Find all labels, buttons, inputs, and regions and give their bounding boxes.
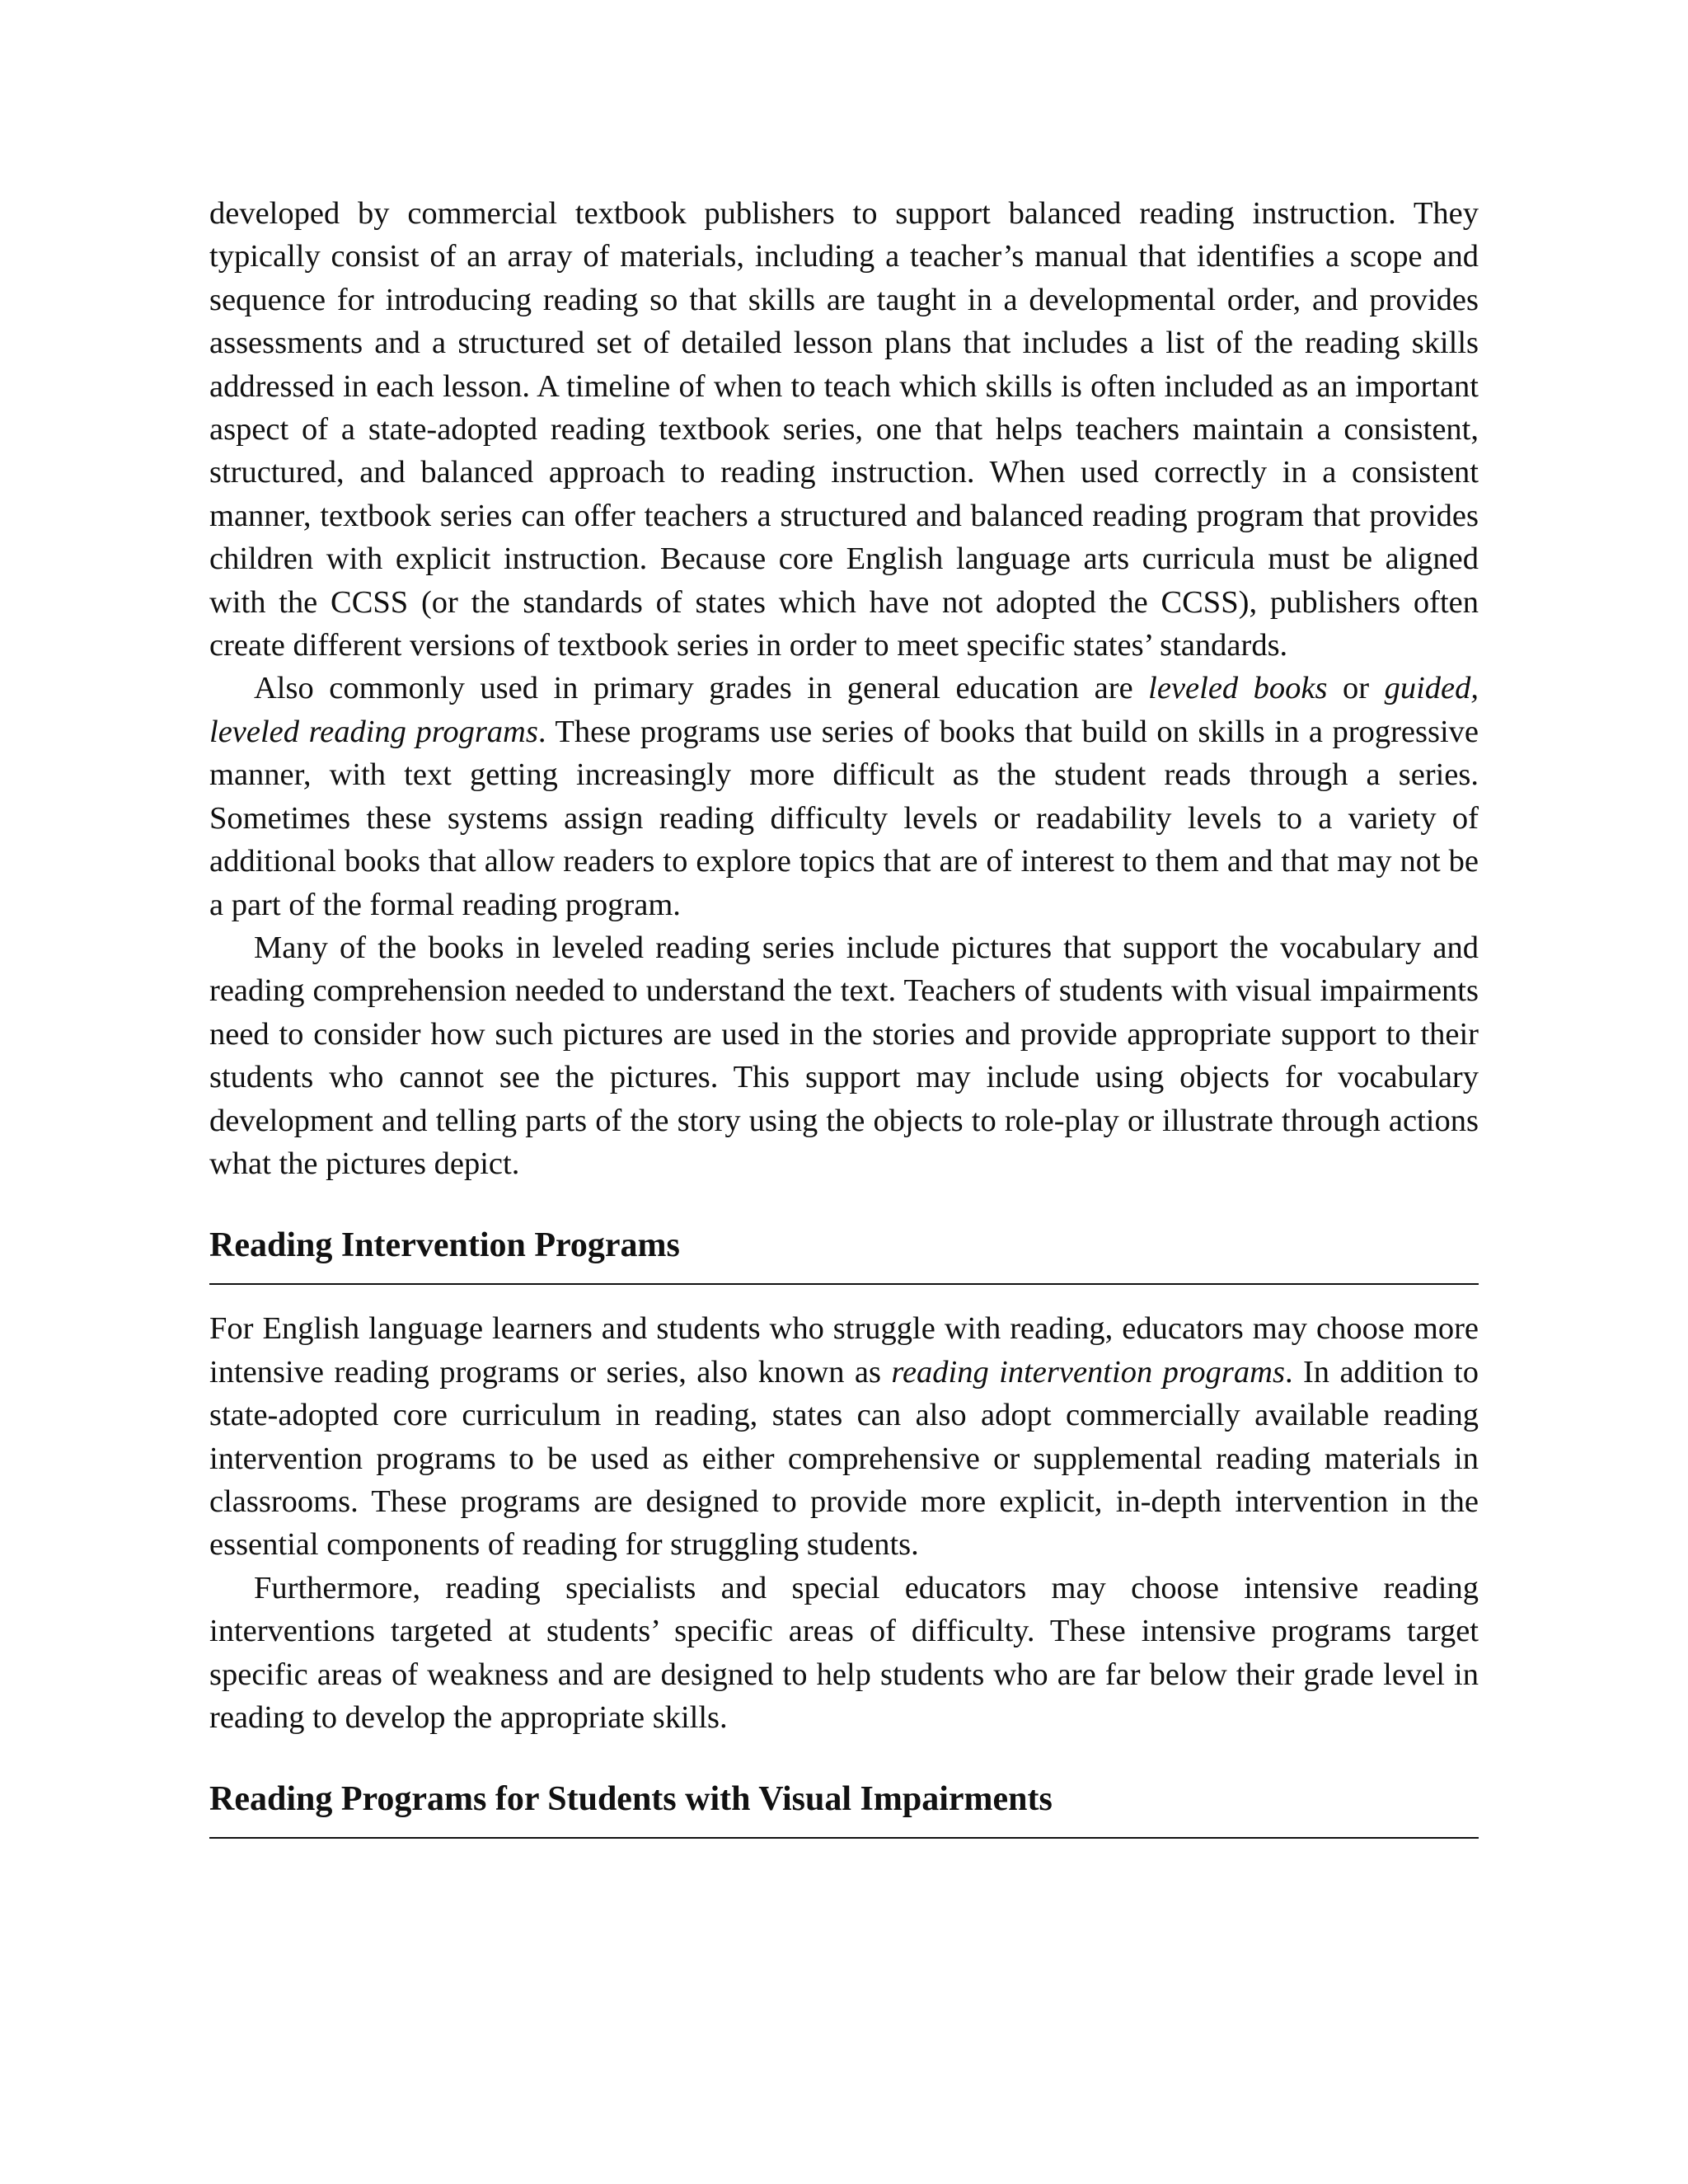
section-heading-visual-impairments: Reading Programs for Students with Visual Impairments: [209, 1778, 1479, 1839]
document-page: [209, 192, 1479, 1839]
section-heading-reading-intervention: Reading Intervention Programs: [209, 1224, 1479, 1285]
paragraph-intervention-programs: [209, 1307, 1479, 1566]
paragraph-intensive-interventions: Furthermore, reading specialists and special educators may choose intensive reading interventions targeted at students’ specific areas of difficulty. These intensive programs target specific areas of weakness and are designed to help students who are far below their grade level in reading to develop the appropriate skills.: [209, 1570, 1479, 1735]
paragraph-text: For English language learners and students who struggle with reading, educators may choose more intensive reading programs or series, also known as: [209, 1311, 1479, 1390]
paragraph-leveled-books: [209, 667, 1479, 926]
paragraph-text: or: [1327, 671, 1385, 706]
emphasis-reading-intervention-programs: reading intervention programs: [891, 1354, 1285, 1390]
paragraph-text: . These programs use series of books that build on skills in a progressive manner, with text getting increasingly more difficult as the student reads through a series. Sometimes these systems assign reading difficulty levels or readability levels to a variety of additional books that allow readers to explore topics that are of interest to them and that may not be a part of the formal reading program.: [209, 714, 1479, 922]
emphasis-leveled-books: leveled books: [1148, 671, 1328, 706]
emphasis-guided-leveled-programs: guided, leveled reading programs: [209, 671, 1479, 749]
paragraph-text: . In addition to state-adopted core curriculum in reading, states can also adopt commercially available reading intervention programs to be used as either comprehensive or supplemental reading materials in classrooms. These programs are designed to provide more explicit, in-depth intervention in the essential components of reading for struggling students.: [209, 1354, 1479, 1563]
paragraph-textbook-series: developed by commercial textbook publishers to support balanced reading instruction. They typically consist of an array of materials, including a teacher’s manual that identifies a scope and sequence for introducing reading so that skills are taught in a developmental order, and provides assessments and a structured set of detailed lesson plans that includes a list of the reading skills addressed in each lesson. A timeline of when to teach which skills is often included as an important aspect of a state-adopted reading textbook series, one that helps teachers maintain a consistent, structured, and balanced approach to reading instruction. When used correctly in a consistent manner, textbook series can offer teachers a structured and balanced reading program that provides children with explicit instruction. Because core English language arts curricula must be aligned with the CCSS (or the standards of states which have not adopted the CCSS), publishers often create different versions of textbook series in order to meet specific states’ standards.: [209, 196, 1479, 663]
paragraph-text: Also commonly used in primary grades in general education are: [254, 671, 1149, 706]
paragraph-pictures-support: Many of the books in leveled reading series include pictures that support the vocabulary and reading comprehension needed to understand the text. Teachers of students with visual impairments need to consider how such pictures are used in the stories and provide appropriate support to their students who cannot see the pictures. This support may include using objects for vocabulary development and telling parts of the story using the objects to role-play or illustrate through actions what the pictures depict.: [209, 930, 1479, 1181]
